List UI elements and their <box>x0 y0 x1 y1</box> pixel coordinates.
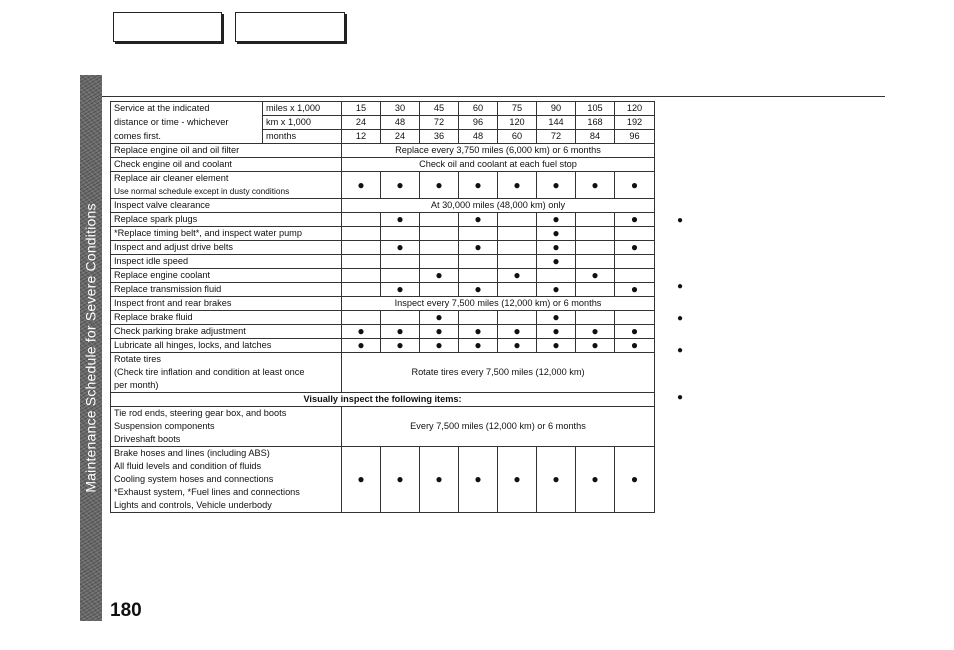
empty-mark <box>576 213 615 227</box>
dot-mark: ● <box>420 447 459 513</box>
row-visual2 <box>111 447 655 513</box>
empty-mark <box>615 269 655 283</box>
row-valve <box>111 199 655 213</box>
row-rotate <box>111 353 655 393</box>
dot-mark: ● <box>537 255 576 269</box>
row-visual-header <box>111 393 655 407</box>
empty-mark <box>420 227 459 241</box>
row-line: Tie rod ends, steering gear box, and boots <box>114 408 287 418</box>
dot-mark: ● <box>342 325 381 339</box>
empty-mark <box>342 227 381 241</box>
months-cell: 84 <box>576 130 615 144</box>
empty-mark <box>459 269 498 283</box>
months-cell: 12 <box>342 130 381 144</box>
row-visual1 <box>111 407 655 447</box>
dot-mark: ● <box>381 241 420 255</box>
empty-mark <box>342 311 381 325</box>
empty-mark <box>576 255 615 269</box>
dot-mark: ● <box>459 283 498 297</box>
dot-mark: ● <box>420 325 459 339</box>
header-tab-2 <box>235 12 345 42</box>
side-bullet: ● <box>677 392 684 403</box>
km-cell: 120 <box>498 116 537 130</box>
empty-mark <box>342 255 381 269</box>
row-line: Brake hoses and lines (including ABS) <box>114 448 270 458</box>
row-spark <box>111 213 655 227</box>
row-timing <box>111 227 655 241</box>
empty-mark <box>420 283 459 297</box>
dot-mark: ● <box>459 447 498 513</box>
row-note: Rotate tires every 7,500 miles (12,000 km) <box>342 353 655 393</box>
dot-mark: ● <box>420 339 459 353</box>
row-subnote: Use normal schedule except in dusty conditions <box>111 185 342 199</box>
empty-mark <box>498 213 537 227</box>
empty-mark <box>459 227 498 241</box>
row-line: Cooling system hoses and connections <box>114 474 274 484</box>
empty-mark <box>576 241 615 255</box>
empty-mark <box>615 227 655 241</box>
row-label: Check engine oil and coolant <box>111 158 342 172</box>
row-label: Replace engine coolant <box>111 269 342 283</box>
dot-mark: ● <box>615 241 655 255</box>
header-row-miles <box>111 102 655 116</box>
row-label: Inspect valve clearance <box>111 199 342 213</box>
row-line: Rotate tires <box>114 354 161 364</box>
dot-mark: ● <box>615 325 655 339</box>
row-brakes <box>111 297 655 311</box>
dot-mark: ● <box>459 172 498 199</box>
dot-mark: ● <box>537 172 576 199</box>
row-lubricate <box>111 339 655 353</box>
empty-mark <box>498 283 537 297</box>
empty-mark <box>381 311 420 325</box>
dot-mark: ● <box>576 325 615 339</box>
months-cell: 36 <box>420 130 459 144</box>
dot-mark: ● <box>498 269 537 283</box>
miles-cell: 60 <box>459 102 498 116</box>
side-bullet: ● <box>677 313 684 324</box>
row-label-multiline <box>111 407 342 447</box>
row-oil-filter <box>111 144 655 158</box>
empty-mark <box>498 241 537 255</box>
row-line: Lights and controls, Vehicle underbody <box>114 500 272 510</box>
dot-mark: ● <box>576 447 615 513</box>
service-text-1: Service at the indicated <box>111 102 263 116</box>
dot-mark: ● <box>381 447 420 513</box>
empty-mark <box>576 283 615 297</box>
dot-mark: ● <box>381 283 420 297</box>
empty-mark <box>342 283 381 297</box>
dot-mark: ● <box>459 213 498 227</box>
row-line: *Exhaust system, *Fuel lines and connections <box>114 487 300 497</box>
row-note: Every 7,500 miles (12,000 km) or 6 months <box>342 407 655 447</box>
row-label: Inspect front and rear brakes <box>111 297 342 311</box>
dot-mark: ● <box>537 311 576 325</box>
dot-mark: ● <box>459 325 498 339</box>
km-cell: 48 <box>381 116 420 130</box>
row-line: per month) <box>114 380 159 390</box>
side-bullet: ● <box>677 215 684 226</box>
dot-mark: ● <box>615 213 655 227</box>
miles-cell: 45 <box>420 102 459 116</box>
empty-mark <box>459 255 498 269</box>
row-coolant <box>111 269 655 283</box>
unit-miles: miles x 1,000 <box>263 102 342 116</box>
dot-mark: ● <box>537 447 576 513</box>
row-label: Replace brake fluid <box>111 311 342 325</box>
row-line: Driveshaft boots <box>114 434 181 444</box>
dot-mark: ● <box>615 339 655 353</box>
row-idle <box>111 255 655 269</box>
dot-mark: ● <box>537 241 576 255</box>
row-air-cleaner <box>111 172 655 186</box>
dot-mark: ● <box>381 325 420 339</box>
empty-mark <box>576 311 615 325</box>
row-oil-coolant <box>111 158 655 172</box>
row-label: Replace transmission fluid <box>111 283 342 297</box>
empty-mark <box>342 269 381 283</box>
empty-mark <box>381 269 420 283</box>
dot-mark: ● <box>420 269 459 283</box>
km-cell: 144 <box>537 116 576 130</box>
row-note: Check oil and coolant at each fuel stop <box>342 158 655 172</box>
dot-mark: ● <box>537 325 576 339</box>
empty-mark <box>420 255 459 269</box>
months-cell: 96 <box>615 130 655 144</box>
dot-mark: ● <box>615 283 655 297</box>
empty-mark <box>342 241 381 255</box>
dot-mark: ● <box>576 269 615 283</box>
empty-mark <box>498 311 537 325</box>
row-label-multiline <box>111 447 342 513</box>
months-cell: 60 <box>498 130 537 144</box>
row-label: Replace air cleaner element <box>111 172 342 186</box>
row-label: Inspect and adjust drive belts <box>111 241 342 255</box>
side-title <box>80 75 102 621</box>
km-cell: 192 <box>615 116 655 130</box>
empty-mark <box>459 311 498 325</box>
months-cell: 48 <box>459 130 498 144</box>
dot-mark: ● <box>381 213 420 227</box>
service-text-3: comes first. <box>111 130 263 144</box>
side-bullet: ● <box>677 281 684 292</box>
dot-mark: ● <box>576 172 615 199</box>
empty-mark <box>537 269 576 283</box>
row-note: Replace every 3,750 miles (6,000 km) or 6 months <box>342 144 655 158</box>
miles-cell: 30 <box>381 102 420 116</box>
dot-mark: ● <box>576 339 615 353</box>
row-label: *Replace timing belt*, and inspect water pump <box>111 227 342 241</box>
empty-mark <box>420 213 459 227</box>
empty-mark <box>615 255 655 269</box>
miles-cell: 90 <box>537 102 576 116</box>
dot-mark: ● <box>459 339 498 353</box>
maintenance-table <box>110 101 655 513</box>
dot-mark: ● <box>381 172 420 199</box>
empty-mark <box>420 241 459 255</box>
row-label: Check parking brake adjustment <box>111 325 342 339</box>
dot-mark: ● <box>537 227 576 241</box>
row-note: At 30,000 miles (48,000 km) only <box>342 199 655 213</box>
km-cell: 96 <box>459 116 498 130</box>
km-cell: 24 <box>342 116 381 130</box>
dot-mark: ● <box>537 339 576 353</box>
empty-mark <box>381 227 420 241</box>
row-line: All fluid levels and condition of fluids <box>114 461 262 471</box>
row-note: Inspect every 7,500 miles (12,000 km) or 6 months <box>342 297 655 311</box>
row-label: Lubricate all hinges, locks, and latches <box>111 339 342 353</box>
row-parking <box>111 325 655 339</box>
months-cell: 24 <box>381 130 420 144</box>
miles-cell: 105 <box>576 102 615 116</box>
empty-mark <box>576 227 615 241</box>
dot-mark: ● <box>342 339 381 353</box>
row-label: Inspect idle speed <box>111 255 342 269</box>
row-line: Suspension components <box>114 421 215 431</box>
visual-header: Visually inspect the following items: <box>111 393 655 407</box>
side-bullet: ● <box>677 345 684 356</box>
row-belts <box>111 241 655 255</box>
dot-mark: ● <box>615 172 655 199</box>
empty-mark <box>615 311 655 325</box>
dot-mark: ● <box>498 339 537 353</box>
row-label-multiline <box>111 353 342 393</box>
dot-mark: ● <box>537 213 576 227</box>
dot-mark: ● <box>537 283 576 297</box>
dot-mark: ● <box>420 172 459 199</box>
row-trans <box>111 283 655 297</box>
header-row-months <box>111 130 655 144</box>
row-label: Replace engine oil and oil filter <box>111 144 342 158</box>
empty-mark <box>381 255 420 269</box>
dot-mark: ● <box>381 339 420 353</box>
header-tab-1 <box>113 12 222 42</box>
miles-cell: 75 <box>498 102 537 116</box>
page-number: 180 <box>110 600 142 621</box>
empty-mark <box>342 213 381 227</box>
row-line: (Check tire inflation and condition at least once <box>114 367 305 377</box>
header-row-km <box>111 116 655 130</box>
miles-cell: 120 <box>615 102 655 116</box>
dot-mark: ● <box>342 172 381 199</box>
side-title-text: Maintenance Schedule for Severe Conditions <box>83 203 100 493</box>
service-text-2: distance or time - whichever <box>111 116 263 130</box>
dot-mark: ● <box>498 172 537 199</box>
km-cell: 168 <box>576 116 615 130</box>
miles-cell: 15 <box>342 102 381 116</box>
unit-km: km x 1,000 <box>263 116 342 130</box>
empty-mark <box>498 227 537 241</box>
dot-mark: ● <box>498 325 537 339</box>
km-cell: 72 <box>420 116 459 130</box>
empty-mark <box>498 255 537 269</box>
months-cell: 72 <box>537 130 576 144</box>
dot-mark: ● <box>459 241 498 255</box>
dot-mark: ● <box>498 447 537 513</box>
dot-mark: ● <box>342 447 381 513</box>
dot-mark: ● <box>420 311 459 325</box>
dot-mark: ● <box>615 447 655 513</box>
row-brake-fluid <box>111 311 655 325</box>
unit-months: months <box>263 130 342 144</box>
top-rule <box>102 96 885 97</box>
row-label: Replace spark plugs <box>111 213 342 227</box>
